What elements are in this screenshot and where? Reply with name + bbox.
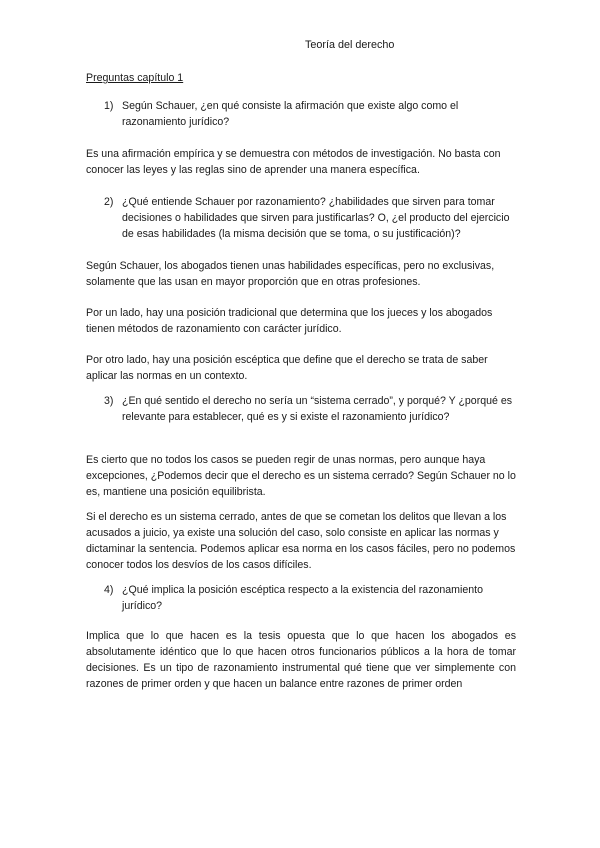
question-text: ¿Qué entiende Schauer por razonamiento? ¿habilidades que sirven para tomar decisiones o habilidades que sirven para justificarlas? O, ¿el producto del ejercicio de esas habilidades (la misma decisión que se toma, o su justificación)? xyxy=(122,196,510,240)
question-number: 2) xyxy=(104,196,114,208)
section-heading: Preguntas capítulo 1 xyxy=(86,72,184,84)
answer-3-paragraph-1: Es cierto que no todos los casos se pueden regir de unas normas, pero aunque haya excepciones, ¿Podemos decir que el derecho es un sistema cerrado? Según Schauer no lo es, mantiene una posición equilibrista. xyxy=(86,454,516,498)
document-title: Teoría del derecho xyxy=(305,39,395,51)
question-2 xyxy=(104,194,516,242)
question-number: 3) xyxy=(104,395,114,407)
answer-2-paragraph-3: Por otro lado, hay una posición escéptica que define que el derecho se trata de saber aplicar las normas en un contexto. xyxy=(86,354,488,382)
question-1 xyxy=(104,98,516,130)
answer-3-paragraph-2: Si el derecho es un sistema cerrado, antes de que se cometan los delitos que llevan a los acusados a juicio, ya existe una solución del caso, solo consiste en aplicar las normas y dictaminar la sentencia. Podemos aplicar esa norma en los casos fáciles, pero no podemos conocer todos los desvíos de los casos difíciles. xyxy=(86,511,516,571)
answer-2-paragraph-2: Por un lado, hay una posición tradicional que determina que los jueces y los abogados tienen métodos de razonamiento con carácter jurídico. xyxy=(86,307,493,335)
question-text: ¿Qué implica la posición escéptica respecto a la existencia del razonamiento jurídico? xyxy=(122,584,483,612)
question-3 xyxy=(104,393,516,425)
question-text: ¿En qué sentido el derecho no sería un “sistema cerrado”, y porqué? Y ¿porqué es relevante para establecer, qué es y si existe el razonamiento jurídico? xyxy=(122,395,513,423)
answer-2-paragraph-1: Según Schauer, los abogados tienen unas habilidades específicas, pero no exclusivas, solamente que las usan en mayor proporción que en otras profesiones. xyxy=(86,260,495,288)
question-4 xyxy=(104,582,516,614)
answer-4: Implica que lo que hacen es la tesis opuesta que lo que hacen los abogados es absolutamente idéntico que lo que hacen otros funcionarios públicos a la hora de tomar decisiones. Es un tipo de razonamiento instrumental qué tiene que ver simplemente con razones de primer orden y que hacen un balance entre razones de primer orden xyxy=(86,630,516,690)
question-number: 4) xyxy=(104,584,114,596)
answer-1: Es una afirmación empírica y se demuestra con métodos de investigación. No basta con conocer las leyes y las reglas sino de aprender una manera específica. xyxy=(86,148,501,176)
question-text: Según Schauer, ¿en qué consiste la afirmación que existe algo como el razonamiento jurídico? xyxy=(122,100,459,128)
question-number: 1) xyxy=(104,100,114,112)
